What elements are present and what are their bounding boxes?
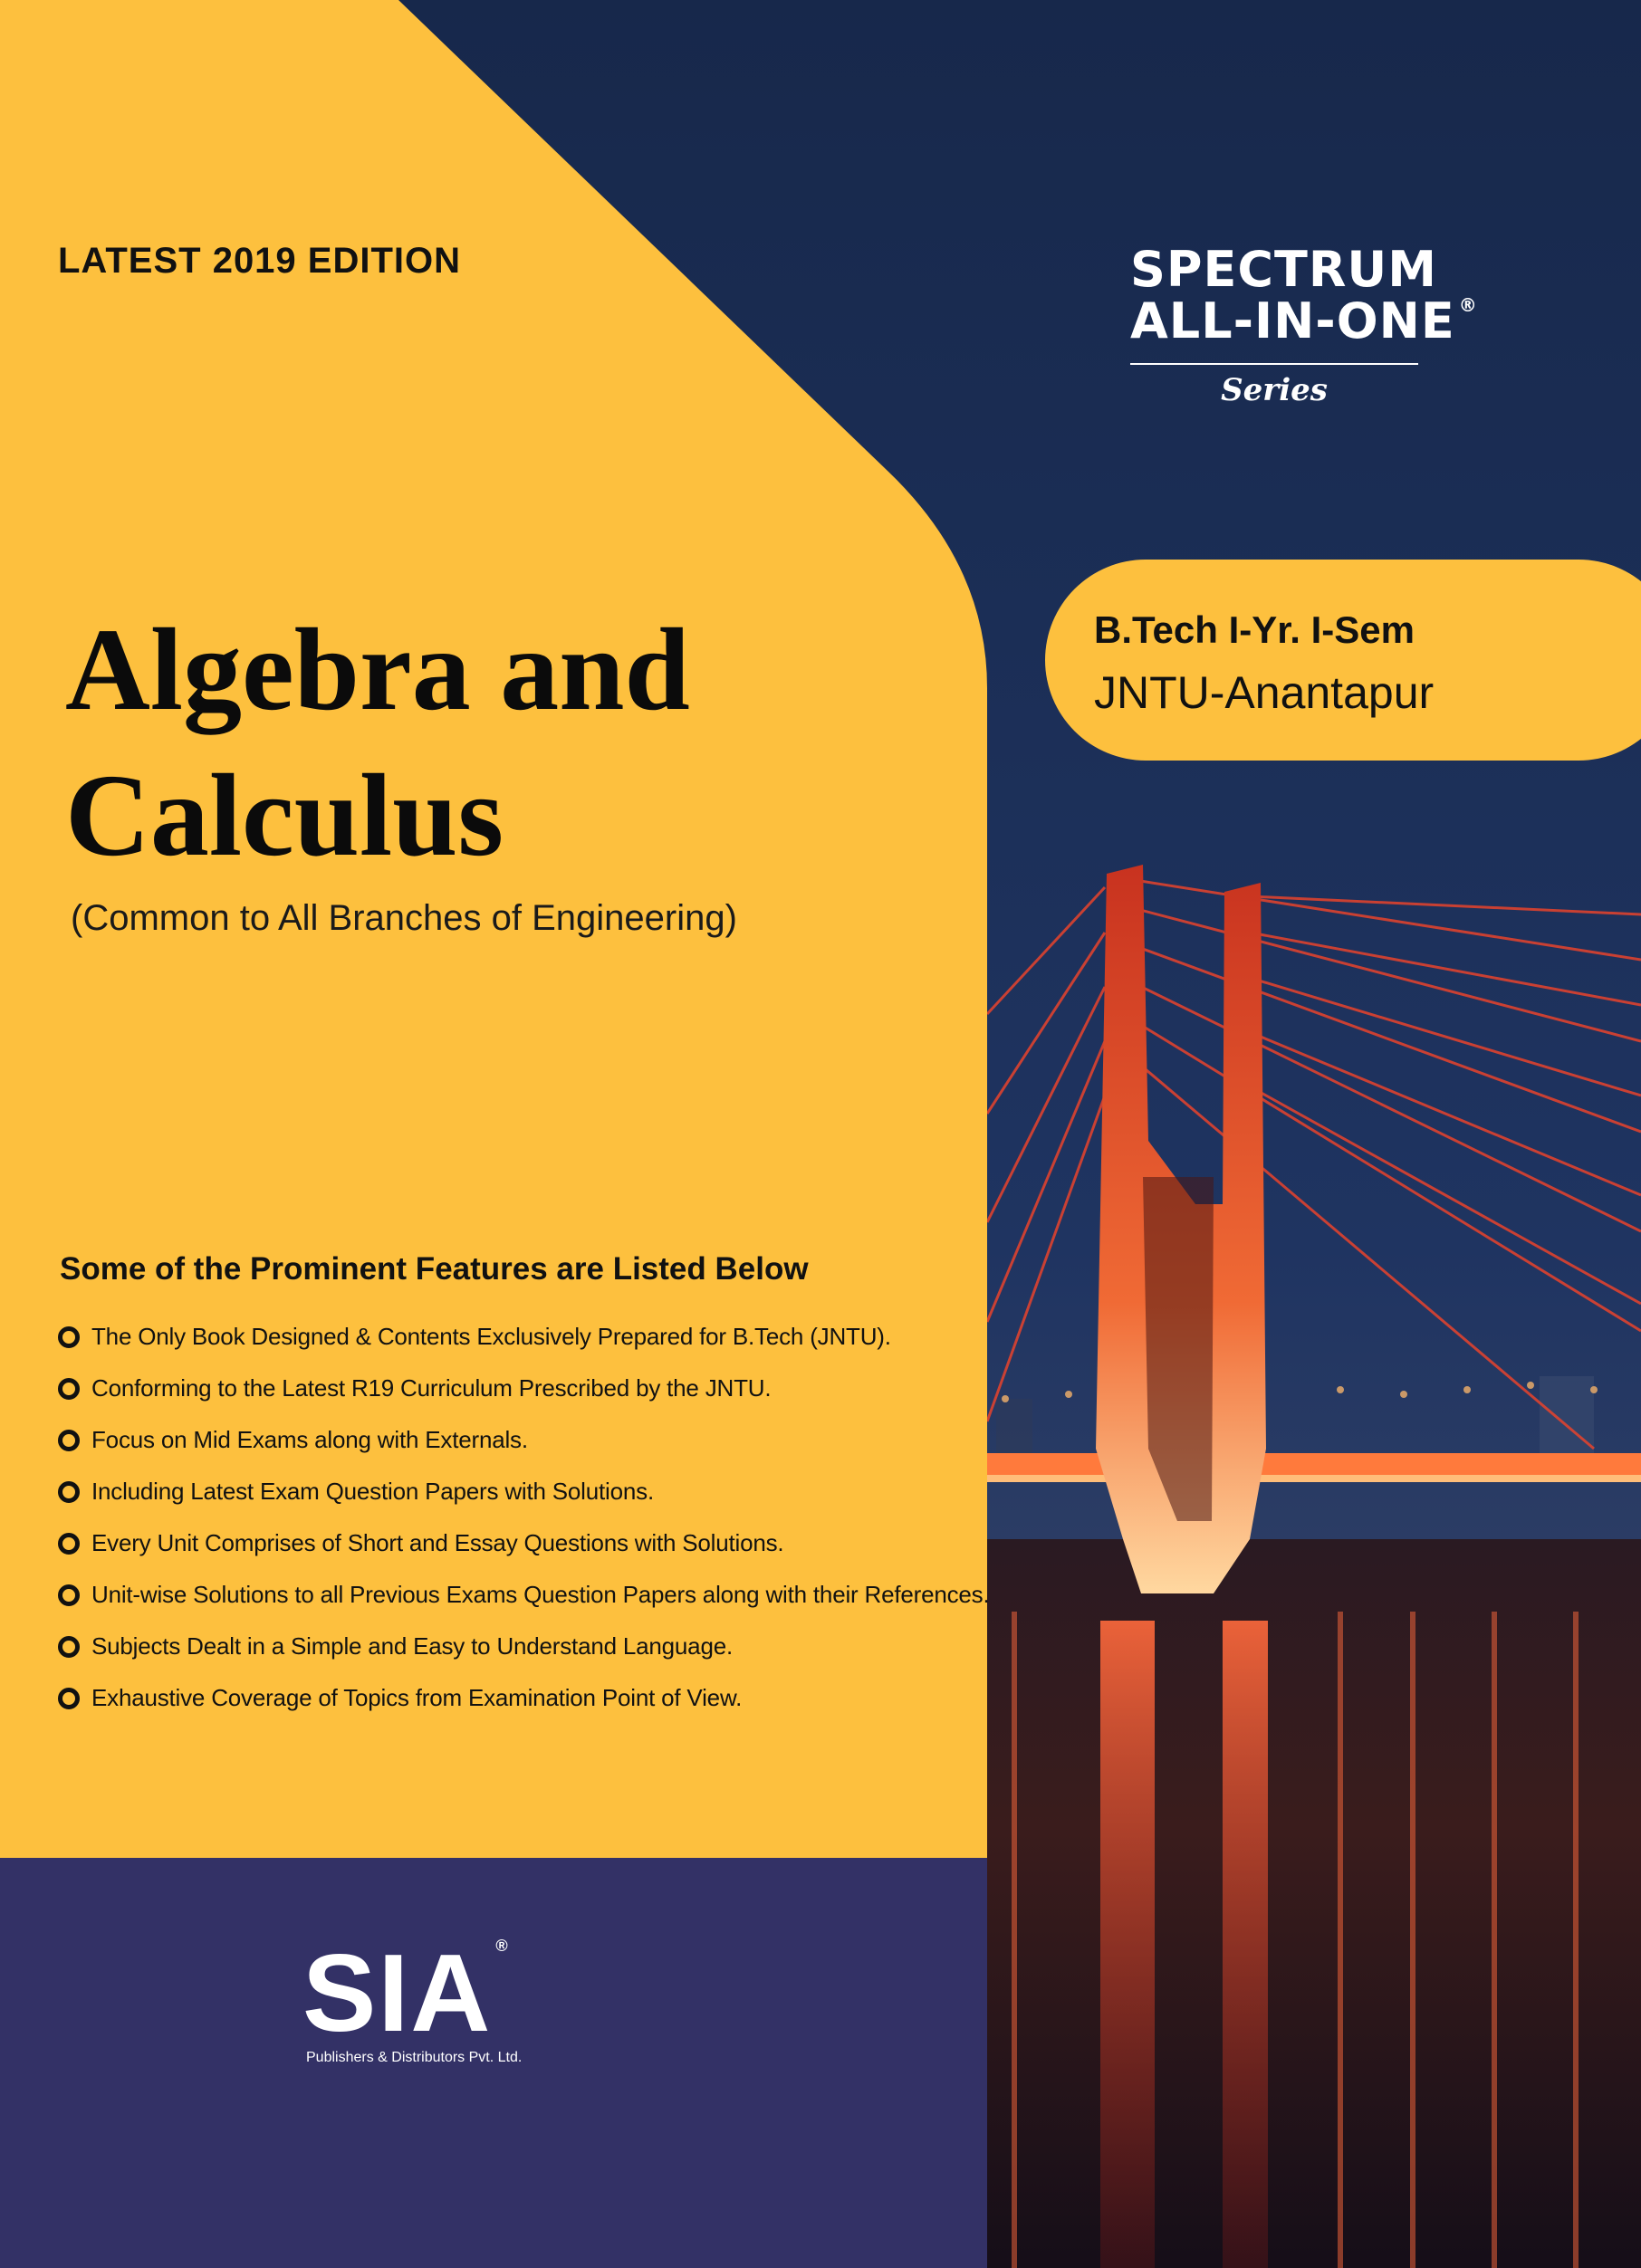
brand-divider [1130, 363, 1418, 365]
registered-mark: ® [495, 1937, 510, 1955]
brand-line1: SPECTRUM [1130, 241, 1437, 298]
feature-item: Exhaustive Coverage of Topics from Examination Point of View. [58, 1672, 982, 1724]
feature-item: Every Unit Comprises of Short and Essay Questions with Solutions. [58, 1517, 982, 1569]
course-level: B.Tech I-Yr. I-Sem [1094, 608, 1415, 651]
bullet-icon [58, 1584, 80, 1606]
publisher-name: Publishers & Distributors Pvt. Ltd. [306, 2050, 523, 2065]
title-line1: Algebra and [65, 605, 690, 735]
title-line2: Calculus [65, 751, 504, 882]
brand-line2: ALL-IN-ONE ® [1130, 292, 1478, 349]
feature-item: The Only Book Designed & Contents Exclusively Prepared for B.Tech (JNTU). [58, 1311, 982, 1363]
feature-item: Unit-wise Solutions to all Previous Exams Question Papers along with their References. [58, 1569, 982, 1621]
bullet-icon [58, 1430, 80, 1451]
course-badge [1045, 560, 1641, 761]
edition-label: LATEST 2019 EDITION [58, 241, 462, 281]
bullet-icon [58, 1533, 80, 1555]
feature-item: Subjects Dealt in a Simple and Easy to Understand Language. [58, 1621, 982, 1672]
book-title [65, 598, 971, 889]
bullet-icon [58, 1481, 80, 1503]
feature-item: Conforming to the Latest R19 Curriculum Prescribed by the JNTU. [58, 1363, 982, 1414]
brand-series-label: Series [1221, 372, 1328, 409]
feature-item: Including Latest Exam Question Papers with Solutions. [58, 1466, 982, 1517]
book-subtitle: (Common to All Branches of Engineering) [71, 898, 737, 938]
feature-item: Focus on Mid Exams along with Externals. [58, 1414, 982, 1466]
course-university: JNTU-Anantapur [1094, 667, 1435, 718]
features-heading: Some of the Prominent Features are Listed Below [60, 1251, 809, 1287]
features-list [58, 1311, 990, 1724]
series-brand-logo [1130, 241, 1478, 409]
publisher-logo: SIA ® [302, 1931, 510, 2054]
registered-mark: ® [1458, 293, 1478, 316]
bullet-icon [58, 1688, 80, 1709]
bullet-icon [58, 1636, 80, 1658]
bullet-icon [58, 1326, 80, 1348]
bullet-icon [58, 1378, 80, 1400]
